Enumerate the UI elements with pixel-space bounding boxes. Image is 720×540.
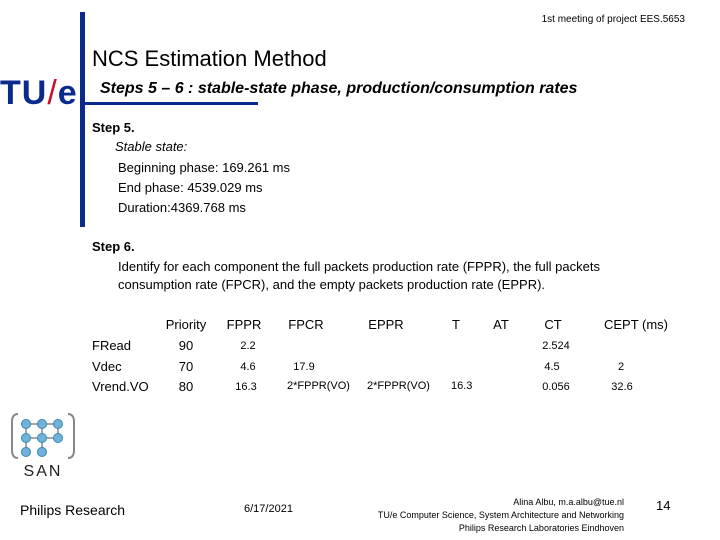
- cell-ct: 0.056: [542, 381, 570, 393]
- col-header-eppr: EPPR: [368, 317, 404, 332]
- san-text: SAN: [23, 463, 63, 480]
- tue-logo: TU/e: [0, 74, 78, 112]
- step6-line1: Identify for each component the full packets production rate (FPPR), the full packets: [118, 259, 600, 274]
- footer-organization: Philips Research: [20, 502, 126, 518]
- cell-ct: 4.5: [544, 361, 560, 373]
- step5-label: Stable state:: [115, 139, 188, 154]
- footer-author-block: [340, 496, 624, 535]
- col-header-cept: CEPT (ms): [603, 317, 669, 332]
- cell-t: 16.3: [451, 380, 473, 392]
- cell-fpcr: 17.9: [293, 361, 315, 373]
- cell-priority: 90: [178, 338, 194, 353]
- step5-duration: Duration:4369.768 ms: [118, 200, 246, 215]
- row-name: Vdec: [92, 359, 122, 374]
- col-header-fpcr: FPCR: [288, 317, 324, 332]
- slide-title: NCS Estimation Method: [92, 46, 327, 71]
- step6-line2: consumption rate (FPCR), and the empty packets production rate (EPPR).: [118, 277, 546, 292]
- slide-subtitle: Steps 5 – 6 : stable-state phase, production/consumption rates: [100, 80, 578, 97]
- cell-cept: 32.6: [611, 381, 633, 393]
- cell-fpcr: 2*FPPR(VO): [287, 380, 350, 392]
- header-horizontal-bar: [80, 102, 258, 105]
- col-header-ct: CT: [544, 317, 562, 332]
- cell-cept: 2: [617, 361, 625, 373]
- row-name: FRead: [92, 338, 132, 353]
- footer-lab: Philips Research Laboratories Eindhoven: [458, 523, 624, 533]
- cell-fppr: 16.3: [235, 381, 257, 393]
- footer-affiliation: TU/e Computer Science, System Architecture and Networking: [377, 510, 624, 520]
- page-number: 14: [656, 498, 671, 513]
- cell-fppr: 4.6: [240, 361, 256, 373]
- footer-author: Alina Albu, m.a.albu@tue.nl: [513, 497, 624, 507]
- step5-heading: Step 5.: [92, 120, 135, 135]
- step6-heading: Step 6.: [92, 239, 135, 254]
- san-logo: [10, 410, 78, 480]
- col-header-fppr: FPPR: [226, 317, 262, 332]
- header-vertical-bar: [80, 12, 85, 227]
- meeting-label: 1st meeting of project EES.5653: [541, 14, 685, 25]
- row-name: Vrend.VO: [92, 379, 149, 394]
- cell-eppr: 2*FPPR(VO): [367, 380, 430, 392]
- footer-date: 6/17/2021: [244, 503, 293, 515]
- col-header-priority: Priority: [165, 317, 207, 332]
- col-header-t: T: [452, 317, 460, 332]
- cell-priority: 80: [178, 379, 194, 394]
- step5-end: End phase: 4539.029 ms: [118, 180, 263, 195]
- cell-priority: 70: [178, 359, 194, 374]
- col-header-at: AT: [493, 317, 509, 332]
- step5-beginning: Beginning phase: 169.261 ms: [118, 160, 291, 175]
- cell-ct: 2.524: [542, 340, 570, 352]
- cell-fppr: 2.2: [240, 340, 256, 352]
